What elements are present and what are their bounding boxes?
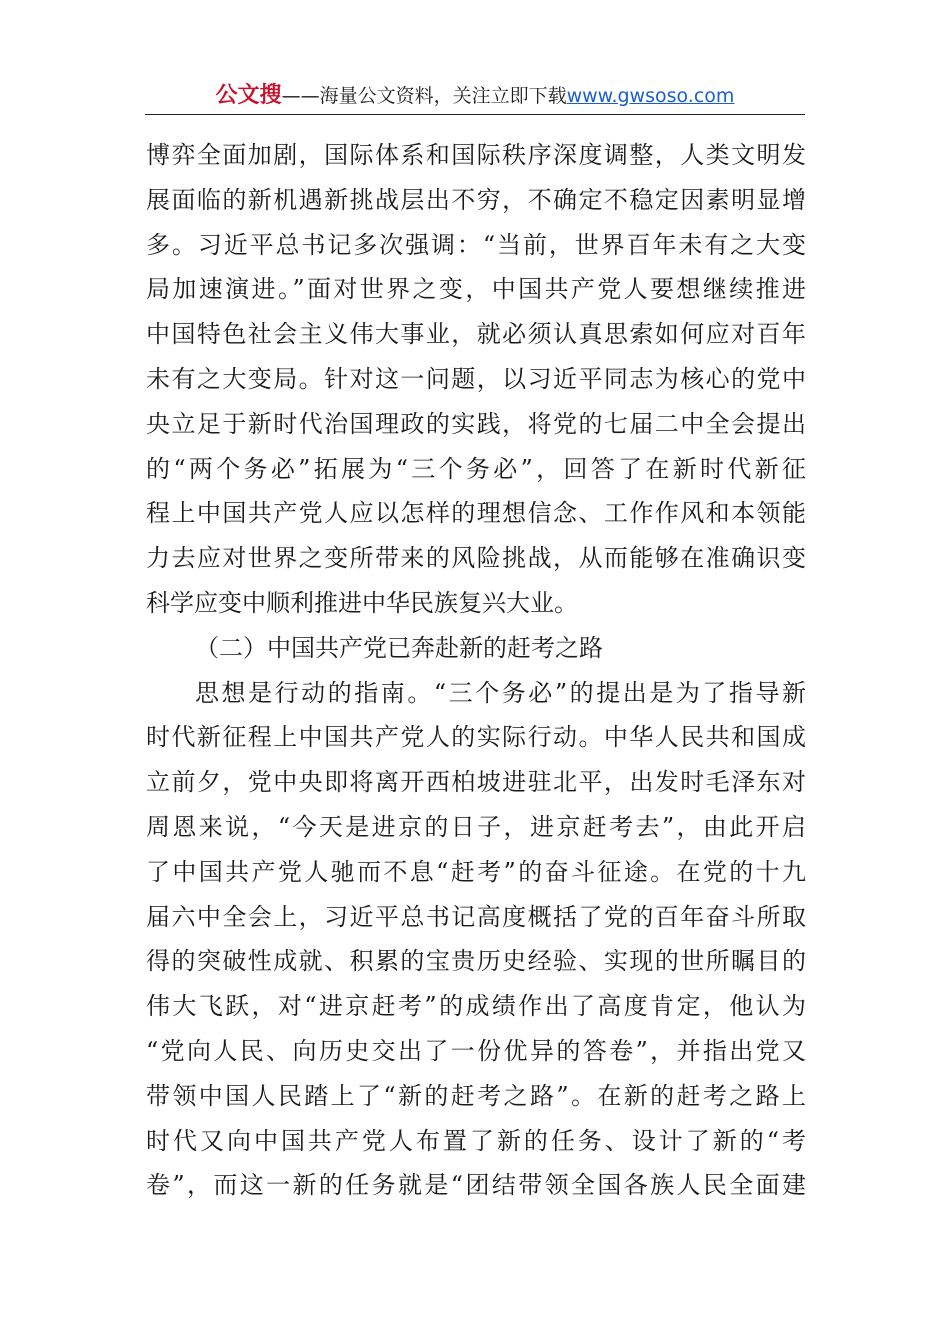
text-line: 未有之大变局。针对这一问题，以习近平同志为核心的党中: [146, 364, 806, 393]
text-line: 展面临的新机遇新挑战层出不穷，不确定不稳定因素明显增: [146, 185, 806, 214]
text-line: 得的突破性成就、积累的宝贵历史经验、实现的世所瞩目的: [146, 947, 806, 976]
text-line: 周恩来说，“今天是进京的日子，进京赶考去”，由此开启: [146, 812, 806, 841]
text-line: 了中国共产党人驰而不息“赶考”的奋斗征途。在党的十九: [146, 857, 806, 886]
page-header: [145, 80, 805, 115]
text-line: 届六中全会上，习近平总书记高度概括了党的百年奋斗所取: [146, 902, 806, 931]
header-tagline: ——海量公文资料，关注立即下载: [281, 85, 567, 107]
text-line: 立前夕，党中央即将离开西柏坡进驻北平，出发时毛泽东对: [146, 768, 806, 797]
text-line: 时代新征程上中国共产党人的实际行动。中华人民共和国成: [146, 723, 806, 752]
site-link[interactable]: www.gwsoso.com: [566, 85, 735, 107]
brand-logo-text: 公文搜: [215, 83, 282, 108]
paragraph-1: [146, 133, 806, 626]
text-line: 思想是行动的指南。“三个务必”的提出是为了指导新: [195, 678, 806, 707]
text-line: 科学应变中顺利推进中华民族复兴大业。: [146, 588, 578, 617]
document-body: [146, 133, 806, 1208]
text-line: 的“两个务必”拓展为“三个务必”，回答了在新时代新征: [146, 454, 806, 483]
text-line: 多。习近平总书记多次强调：“当前，世界百年未有之大变: [146, 230, 806, 259]
text-line: 带领中国人民踏上了“新的赶考之路”。在新的赶考之路上: [146, 1081, 806, 1110]
text-line: 中国特色社会主义伟大事业，就必须认真思索如何应对百年: [146, 320, 806, 349]
text-line: 央立足于新时代治国理政的实践，将党的七届二中全会提出: [146, 409, 806, 438]
text-line: 博弈全面加剧，国际体系和国际秩序深度调整，人类文明发: [146, 141, 806, 169]
section-heading: （二）中国共产党已奔赴新的赶考之路: [195, 633, 603, 662]
text-line: 时代又向中国共产党人布置了新的任务、设计了新的“考: [146, 1126, 806, 1155]
text-line: 程上中国共产党人应以怎样的理想信念、工作作风和本领能: [146, 499, 806, 528]
text-line: 力去应对世界之变所带来的风险挑战，从而能够在准确识变: [146, 544, 806, 573]
text-line: 卷”，而这一新的任务就是“团结带领全国各族人民全面建: [146, 1171, 806, 1200]
text-line: “党向人民、向历史交出了一份优异的答卷”，并指出党又: [146, 1036, 806, 1065]
text-line: 伟大飞跃，对“进京赶考”的成绩作出了高度肯定，他认为: [146, 992, 806, 1021]
paragraph-2: [146, 671, 806, 1209]
text-line: 局加速演进。”面对世界之变，中国共产党人要想继续推进: [146, 275, 806, 304]
